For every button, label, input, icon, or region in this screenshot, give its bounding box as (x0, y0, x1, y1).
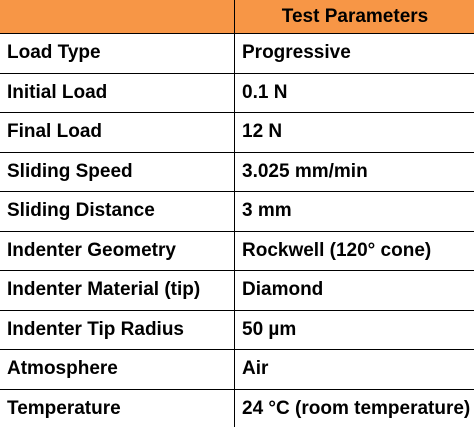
parameter-cell: Atmosphere (0, 350, 235, 390)
value-cell: 0.1 N (235, 73, 474, 113)
table-row (0, 350, 474, 390)
table-row (0, 73, 474, 113)
header-test-parameters: Test Parameters (235, 0, 474, 34)
parameter-cell: Final Load (0, 113, 235, 153)
header-parameter-column (0, 0, 235, 34)
value-cell: 50 µm (235, 310, 474, 350)
parameter-cell: Indenter Material (tip) (0, 271, 235, 311)
value-cell: Diamond (235, 271, 474, 311)
table-row (0, 152, 474, 192)
value-cell: 24 °C (room temperature) (235, 389, 474, 427)
table-row (0, 34, 474, 74)
parameter-cell: Indenter Geometry (0, 231, 235, 271)
parameter-cell: Load Type (0, 34, 235, 74)
table-row (0, 310, 474, 350)
value-cell: 3.025 mm/min (235, 152, 474, 192)
parameter-cell: Indenter Tip Radius (0, 310, 235, 350)
table-row (0, 271, 474, 311)
parameter-cell: Temperature (0, 389, 235, 427)
value-cell: Progressive (235, 34, 474, 74)
parameter-cell: Initial Load (0, 73, 235, 113)
table-row (0, 192, 474, 232)
parameter-cell: Sliding Distance (0, 192, 235, 232)
parameter-cell: Sliding Speed (0, 152, 235, 192)
table-header-row (0, 0, 474, 34)
table-row (0, 231, 474, 271)
table-row (0, 113, 474, 153)
value-cell: Rockwell (120° cone) (235, 231, 474, 271)
value-cell: 12 N (235, 113, 474, 153)
value-cell: 3 mm (235, 192, 474, 232)
value-cell: Air (235, 350, 474, 390)
table-row (0, 389, 474, 427)
